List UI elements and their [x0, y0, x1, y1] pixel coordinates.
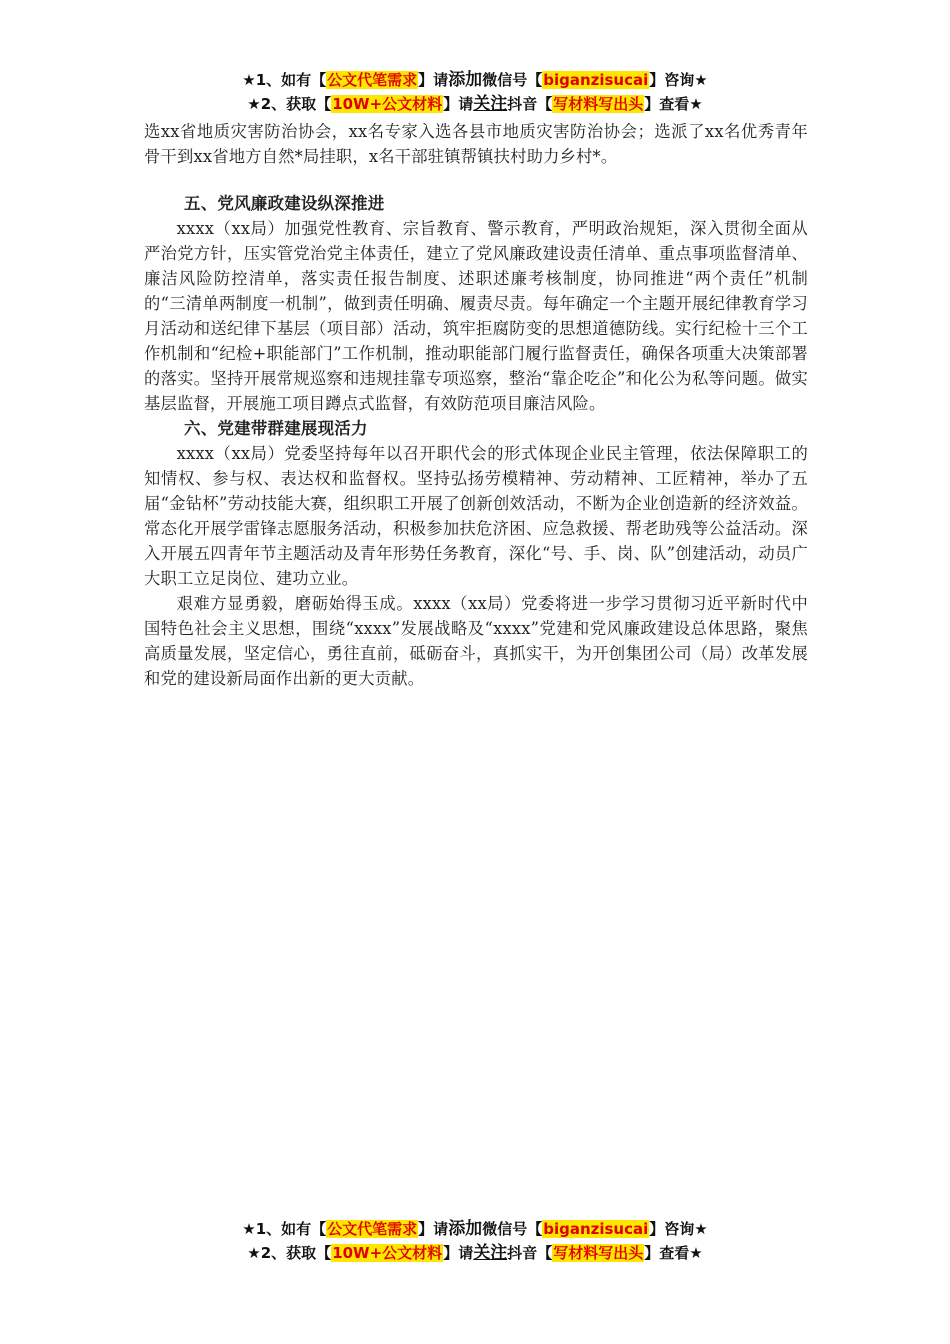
banner-text: 】请: [418, 1220, 449, 1238]
banner-text: 2、获取【: [260, 95, 332, 113]
banner-text: 】查看★: [644, 95, 703, 113]
banner-line-1: [0, 1217, 950, 1241]
highlight-materials: 10W+公文材料: [332, 95, 443, 113]
banner-text: 】查看★: [644, 1244, 703, 1262]
highlight-wechat-id: biganzisucai: [543, 1220, 649, 1238]
star-icon: ★: [247, 1244, 261, 1262]
paragraph-section-5: xxxx（xx局）加强党性教育、宗旨教育、警示教育，严明政治规矩，深入贯彻全面从严治党方针，压实管党治党主体责任，建立了党风廉政建设责任清单、重点事项监督清单、廉洁风险防控清单，落实责任报告制度、述职述廉考核制度，协同推进“两个责任”机制的“三清单两制度一机制”，做到责任明确、履责尽责。每年确定一个主题开展纪律教育学习月活动和送纪律下基层（项目部）活动，筑牢拒腐防变的思想道德防线。实行纪检十三个工作机制和“纪检+职能部门”工作机制，推动职能部门履行监督责任，确保各项重大决策部署的落实。坚持开展常规巡察和违规挂靠专项巡察，整治“靠企吃企”和化公为私等问题。做实基层监督，开展施工项目蹲点式监督，有效防范项目廉洁风险。: [144, 219, 808, 413]
banner-text: 1、如有【: [255, 71, 327, 89]
banner-text: 】请: [443, 1244, 474, 1262]
banner-text: 】咨询★: [649, 71, 708, 89]
banner-emphasis: 添加: [448, 70, 483, 90]
banner-text: 】请: [443, 95, 474, 113]
document-body: [144, 119, 808, 691]
paragraph-section-6: xxxx（xx局）党委坚持每年以召开职代会的形式体现企业民主管理，依法保障职工的知情权、参与权、表达权和监督权。坚持弘扬劳模精神、劳动精神、工匠精神，举办了五届“金钻杯”劳动技能大赛，组织职工开展了创新创效活动，不断为企业创造新的经济效益。常态化开展学雷锋志愿服务活动，积极参加扶危济困、应急救援、帮老助残等公益活动。深入开展五四青年节主题活动及青年形势任务教育，深化“号、手、岗、队”创建活动，动员广大职工立足岗位、建功立业。: [144, 444, 808, 588]
highlight-ghostwriting: 公文代笔需求: [327, 1220, 418, 1238]
banner-text: 】请: [418, 71, 449, 89]
highlight-douyin-account: 写材料写出头: [553, 1244, 644, 1262]
banner-text: 】咨询★: [649, 1220, 708, 1238]
banner-text: 微信号【: [482, 1220, 543, 1238]
highlight-wechat-id: biganzisucai: [543, 71, 649, 89]
banner-text: 2、获取【: [260, 1244, 332, 1262]
banner-line-1: [0, 68, 950, 92]
highlight-materials: 10W+公文材料: [332, 1244, 443, 1262]
banner-text: 1、如有【: [255, 1220, 327, 1238]
section-heading-6: 六、党建带群建展现活力: [184, 419, 368, 438]
banner-line-2: [0, 1241, 950, 1265]
header-banner: [0, 68, 950, 116]
banner-line-2: [0, 92, 950, 116]
highlight-ghostwriting: 公文代笔需求: [327, 71, 418, 89]
banner-text: 微信号【: [482, 71, 543, 89]
banner-text: 抖音【: [507, 95, 553, 113]
paragraph-continuation: 选xx省地质灾害防治协会，xx名专家入选各县市地质灾害防治协会；选派了xx名优秀青年骨干到xx省地方自然*局挂职，x名干部驻镇帮镇扶村助力乡村*。: [144, 122, 808, 166]
highlight-douyin-account: 写材料写出头: [553, 95, 644, 113]
star-icon: ★: [242, 1220, 256, 1238]
star-icon: ★: [242, 71, 256, 89]
banner-text: 抖音【: [507, 1244, 553, 1262]
banner-emphasis: 关注: [473, 1243, 508, 1263]
footer-banner: [0, 1217, 950, 1265]
paragraph-conclusion: 艰难方显勇毅，磨砺始得玉成。xxxx（xx局）党委将进一步学习贯彻习近平新时代中国特色社会主义思想，围绕“xxxx”发展战略及“xxxx”党建和党风廉政建设总体思路，聚焦高质量发展，坚定信心，勇往直前，砥砺奋斗，真抓实干，为开创集团公司（局）改革发展和党的建设新局面作出新的更大贡献。: [144, 594, 808, 688]
section-heading-5: 五、党风廉政建设纵深推进: [184, 194, 385, 213]
banner-emphasis: 关注: [473, 94, 508, 114]
star-icon: ★: [247, 95, 261, 113]
banner-emphasis: 添加: [448, 1219, 483, 1239]
